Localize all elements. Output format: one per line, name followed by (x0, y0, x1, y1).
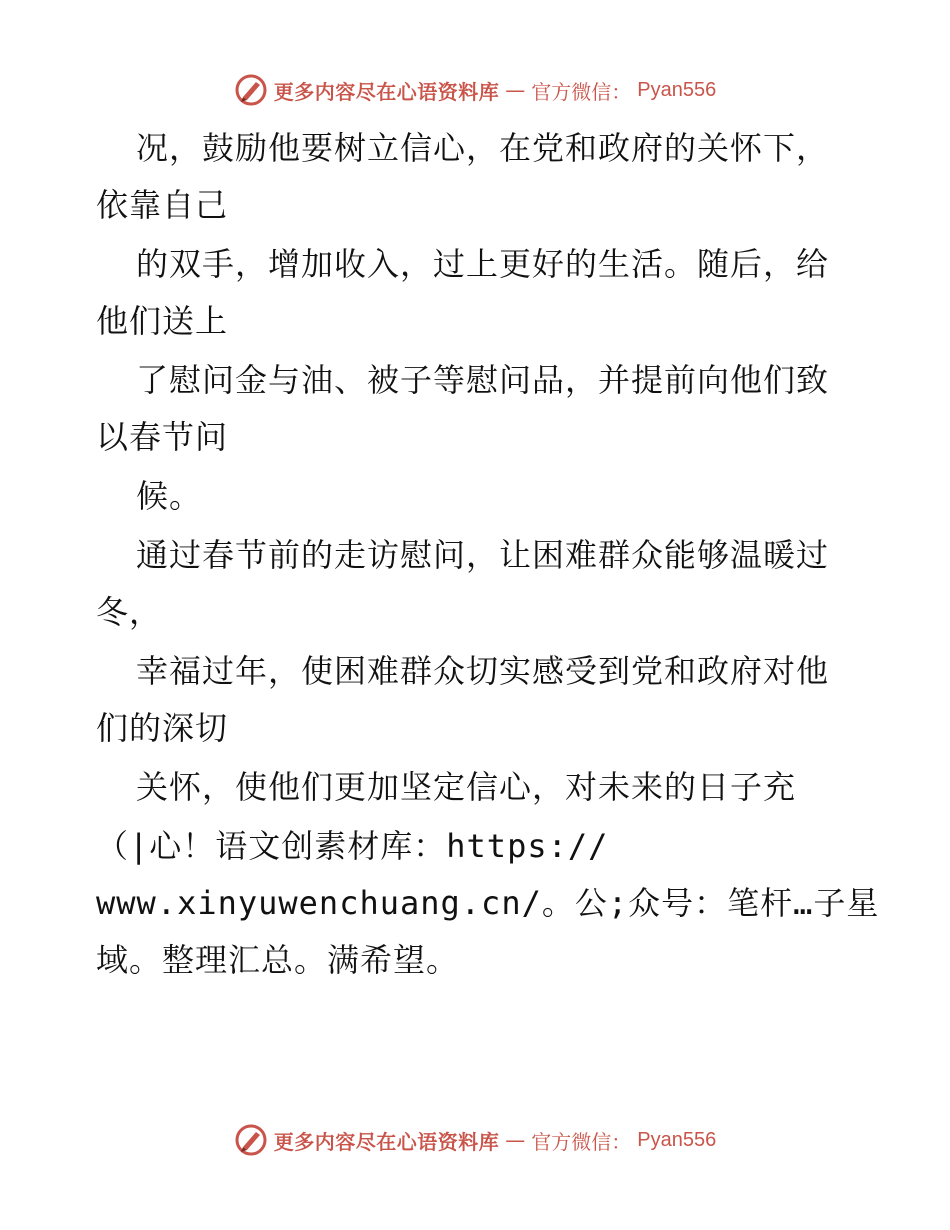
watermark-separator: — (505, 1128, 526, 1152)
text-line: 以春节问 (96, 418, 229, 456)
text-line: 况，鼓励他要树立信心，在党和政府的关怀下， (136, 129, 830, 167)
pen-logo-icon (234, 73, 268, 107)
text-line: 们的深切 (96, 709, 229, 747)
footer-watermark (0, 1120, 950, 1160)
text-line: 候。 (136, 477, 203, 515)
watermark-official: 官方微信： (531, 1129, 632, 1154)
text-line: 域。整理汇总。满希望。 (96, 941, 460, 979)
text-line: 幸福过年，使困难群众切实感受到党和政府对他 (136, 652, 830, 690)
text-line: 通过春节前的走访慰问，让困难群众能够温暖过 (136, 536, 830, 574)
watermark-separator: — (505, 78, 526, 102)
watermark-wechat-id: Pyan556 (637, 1128, 717, 1151)
watermark-brand: 更多内容尽在心语资料库 (273, 1129, 500, 1154)
pen-logo-icon (234, 1123, 268, 1157)
text-line: 了慰问金与油、被子等慰问品，并提前向他们致 (136, 361, 830, 399)
text-line: 冬， (96, 593, 163, 631)
watermark-brand: 更多内容尽在心语资料库 (273, 79, 500, 104)
text-line: 他们送上 (96, 302, 229, 340)
watermark-official: 官方微信： (531, 79, 632, 104)
text-line: www.xinyuwenchuang.cn/。公;众号：笔杆…子星 (96, 884, 880, 922)
header-watermark (0, 70, 950, 110)
watermark-wechat-id: Pyan556 (637, 78, 717, 101)
text-line: 依靠自己 (96, 186, 229, 224)
text-line: （|心！语文创素材库：https:// (96, 827, 609, 865)
text-line: 的双手，增加收入，过上更好的生活。随后，给 (136, 245, 830, 283)
text-line: 关怀，使他们更加坚定信心，对未来的日子充 (136, 768, 797, 806)
